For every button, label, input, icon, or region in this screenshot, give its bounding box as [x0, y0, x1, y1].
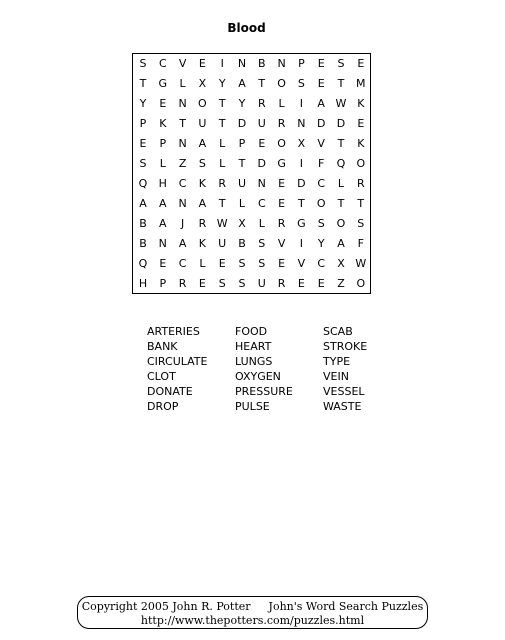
- grid-letter: E: [278, 197, 286, 210]
- grid-letter: N: [178, 137, 187, 150]
- grid-letter: U: [257, 117, 266, 130]
- grid-letter: S: [258, 257, 266, 270]
- grid-letter: T: [357, 197, 365, 210]
- word-item: DONATE: [147, 385, 193, 398]
- grid-letter: A: [337, 237, 345, 250]
- grid-letter: U: [237, 177, 247, 190]
- grid-letter: M: [356, 77, 366, 90]
- word-item: LUNGS: [235, 355, 273, 368]
- grid-letter: G: [158, 77, 168, 90]
- grid-letter: L: [258, 217, 265, 230]
- grid-letter: O: [356, 157, 366, 170]
- grid-letter: K: [198, 237, 206, 250]
- grid-letter: W: [355, 257, 367, 270]
- grid-letter: L: [219, 157, 226, 170]
- grid-letter: N: [158, 237, 167, 250]
- grid-letter: E: [159, 97, 167, 110]
- word-item: FOOD: [235, 325, 268, 338]
- word-item: VEIN: [323, 370, 349, 383]
- grid-letter: E: [198, 277, 206, 290]
- grid-letter: S: [238, 277, 246, 290]
- grid-letter: E: [317, 57, 325, 70]
- grid-letter: C: [317, 177, 326, 190]
- grid-letter: E: [317, 277, 325, 290]
- grid-letter: R: [257, 97, 266, 110]
- grid-letter: K: [357, 97, 365, 110]
- grid-letter: D: [237, 117, 247, 130]
- word-item: SCAB: [323, 325, 353, 338]
- word-item: WASTE: [323, 400, 362, 413]
- grid-letter: Y: [218, 77, 226, 90]
- copyright-footer: [77, 596, 428, 629]
- grid-letter: A: [178, 237, 187, 250]
- footer-site-name: John's Word Search Puzzles: [268, 600, 424, 613]
- footer-credit-line: [78, 600, 427, 613]
- grid-letter: T: [218, 197, 226, 210]
- grid-letter: E: [218, 257, 226, 270]
- grid-letter: V: [178, 57, 187, 70]
- grid-letter: S: [258, 237, 266, 250]
- grid-letter: Y: [238, 97, 246, 110]
- grid-letter: O: [336, 217, 346, 230]
- grid-letter: U: [257, 277, 266, 290]
- grid-row: [133, 234, 370, 254]
- grid-letter: E: [258, 137, 266, 150]
- grid-letter: A: [198, 197, 207, 210]
- grid-letter: V: [297, 257, 306, 270]
- grid-letter: S: [357, 217, 365, 230]
- grid-letter: O: [198, 97, 207, 110]
- grid-letter: T: [337, 137, 345, 150]
- grid-letter: E: [278, 257, 286, 270]
- grid-letter: S: [297, 77, 305, 90]
- grid-row: [133, 174, 370, 194]
- grid-row: [133, 254, 370, 274]
- word-item: PRESSURE: [235, 385, 293, 398]
- grid-letter: L: [219, 137, 226, 150]
- grid-letter: S: [198, 157, 206, 170]
- grid-row: [133, 114, 370, 134]
- puzzle-title: Blood: [227, 21, 266, 35]
- word-column-2: [235, 324, 293, 414]
- grid-letter: U: [218, 237, 227, 250]
- grid-letter: Y: [317, 237, 325, 250]
- grid-letter: L: [278, 97, 285, 110]
- grid-letter: D: [297, 177, 306, 190]
- grid-letter: K: [159, 117, 167, 130]
- grid-letter: S: [218, 277, 226, 290]
- grid-letter: I: [299, 237, 304, 250]
- word-item: PULSE: [235, 400, 270, 413]
- grid-letter: N: [297, 117, 306, 130]
- grid-letter: T: [258, 77, 266, 90]
- grid-letter: G: [277, 157, 286, 170]
- grid-letter: A: [238, 77, 246, 90]
- grid-letter: V: [317, 137, 325, 150]
- grid-letter: N: [237, 57, 247, 70]
- grid-letter: C: [178, 177, 187, 190]
- grid-letter: T: [337, 77, 345, 90]
- grid-letter: J: [180, 217, 185, 230]
- footer-url[interactable]: http://www.thepotters.com/puzzles.html: [140, 614, 365, 627]
- grid-letter: B: [139, 217, 147, 230]
- footer-copyright: Copyright 2005 John R. Potter: [81, 600, 251, 613]
- grid-letter: Q: [138, 177, 148, 190]
- grid-letter: D: [316, 117, 326, 130]
- grid-letter: D: [336, 117, 346, 130]
- grid-letter: L: [238, 197, 246, 210]
- grid-letter: E: [357, 57, 365, 70]
- word-item: HEART: [235, 340, 272, 353]
- grid-letter: C: [317, 257, 326, 270]
- grid-letter: P: [139, 117, 147, 130]
- grid-letter: A: [139, 197, 147, 210]
- grid-letter: H: [138, 277, 148, 290]
- grid-letter: V: [277, 237, 286, 250]
- word-item: STROKE: [323, 340, 368, 353]
- grid-letter: P: [238, 137, 246, 150]
- grid-letter: C: [257, 197, 266, 210]
- word-item: CLOT: [147, 370, 176, 383]
- grid-row: [133, 274, 370, 294]
- grid-letter: X: [238, 217, 246, 230]
- grid-letter: X: [337, 257, 345, 270]
- grid-letter: Y: [139, 97, 147, 110]
- grid-letter: R: [356, 177, 365, 190]
- grid-letter: T: [218, 97, 226, 110]
- grid-letter: T: [218, 117, 226, 130]
- grid-row: [133, 194, 370, 214]
- grid-letter: B: [238, 237, 246, 250]
- grid-letter: O: [277, 137, 286, 150]
- grid-letter: R: [277, 217, 286, 230]
- grid-letter: E: [198, 57, 206, 70]
- grid-letter: R: [218, 177, 227, 190]
- grid-letter: L: [199, 257, 206, 270]
- grid-row: [133, 134, 370, 154]
- grid-letter: S: [337, 57, 345, 70]
- grid-letter: Q: [138, 257, 148, 270]
- grid-letter: L: [179, 77, 186, 90]
- grid-letter: T: [238, 157, 246, 170]
- grid-letter: L: [337, 177, 345, 190]
- grid-letter: A: [159, 217, 167, 230]
- letter-grid: [132, 53, 371, 294]
- grid-letter: B: [258, 57, 266, 70]
- grid-letter: R: [277, 117, 286, 130]
- grid-letter: D: [257, 157, 267, 170]
- grid-letter: E: [278, 177, 286, 190]
- grid-letter: O: [316, 197, 326, 210]
- grid-letter: O: [356, 277, 366, 290]
- grid-row: [133, 74, 370, 94]
- grid-letter: X: [297, 137, 306, 150]
- word-item: VESSEL: [323, 385, 365, 398]
- word-item: CIRCULATE: [147, 355, 208, 368]
- word-item: DROP: [147, 400, 179, 413]
- grid-letter: Z: [178, 157, 187, 170]
- grid-letter: E: [159, 257, 167, 270]
- grid-letter: I: [299, 157, 304, 170]
- grid-row: [133, 54, 370, 74]
- grid-letter: R: [178, 277, 187, 290]
- grid-letter: R: [277, 277, 286, 290]
- grid-letter: P: [159, 137, 167, 150]
- word-item: TYPE: [323, 355, 351, 368]
- grid-letter: N: [178, 197, 187, 210]
- grid-letter: E: [317, 77, 325, 90]
- grid-letter: W: [335, 97, 347, 110]
- grid-letter: K: [198, 177, 206, 190]
- grid-letter: N: [178, 97, 187, 110]
- grid-letter: N: [257, 177, 266, 190]
- grid-letter: Q: [336, 157, 346, 170]
- grid-letter: S: [317, 217, 325, 230]
- grid-letter: K: [357, 137, 365, 150]
- word-item: OXYGEN: [235, 370, 281, 383]
- grid-letter: R: [198, 217, 207, 230]
- grid-letter: T: [298, 197, 305, 210]
- grid-letter: E: [297, 277, 305, 290]
- grid-letter: E: [139, 137, 147, 150]
- grid-letter: U: [198, 117, 207, 130]
- grid-letter: C: [178, 257, 187, 270]
- grid-letter: P: [159, 277, 167, 290]
- word-item: ARTERIES: [147, 325, 200, 338]
- grid-letter: L: [159, 157, 166, 170]
- grid-letter: P: [298, 57, 305, 70]
- word-column-1: [147, 324, 207, 414]
- grid-letter: I: [220, 57, 224, 70]
- grid-letter: T: [179, 117, 186, 130]
- grid-letter: W: [216, 217, 228, 230]
- grid-row: [133, 94, 370, 114]
- grid-letter: S: [139, 57, 147, 70]
- word-column-3: [323, 324, 367, 414]
- grid-letter: X: [198, 77, 207, 90]
- grid-letter: H: [158, 177, 167, 190]
- grid-letter: S: [139, 157, 147, 170]
- grid-letter: B: [139, 237, 147, 250]
- grid-letter: A: [198, 137, 207, 150]
- grid-letter: F: [357, 237, 364, 250]
- grid-letter: Z: [337, 277, 345, 290]
- word-item: BANK: [147, 340, 178, 353]
- grid-letter: S: [238, 257, 246, 270]
- grid-letter: O: [277, 77, 286, 90]
- grid-row: [133, 214, 370, 234]
- grid-letter: T: [139, 77, 147, 90]
- grid-letter: I: [299, 97, 304, 110]
- grid-row: [133, 154, 370, 174]
- grid-letter: A: [317, 97, 325, 110]
- grid-letter: N: [277, 57, 286, 70]
- grid-letter: A: [159, 197, 167, 210]
- grid-letter: E: [357, 117, 365, 130]
- grid-letter: G: [297, 217, 306, 230]
- grid-letter: T: [337, 197, 345, 210]
- grid-letter: F: [318, 157, 325, 170]
- grid-letter: C: [158, 57, 167, 70]
